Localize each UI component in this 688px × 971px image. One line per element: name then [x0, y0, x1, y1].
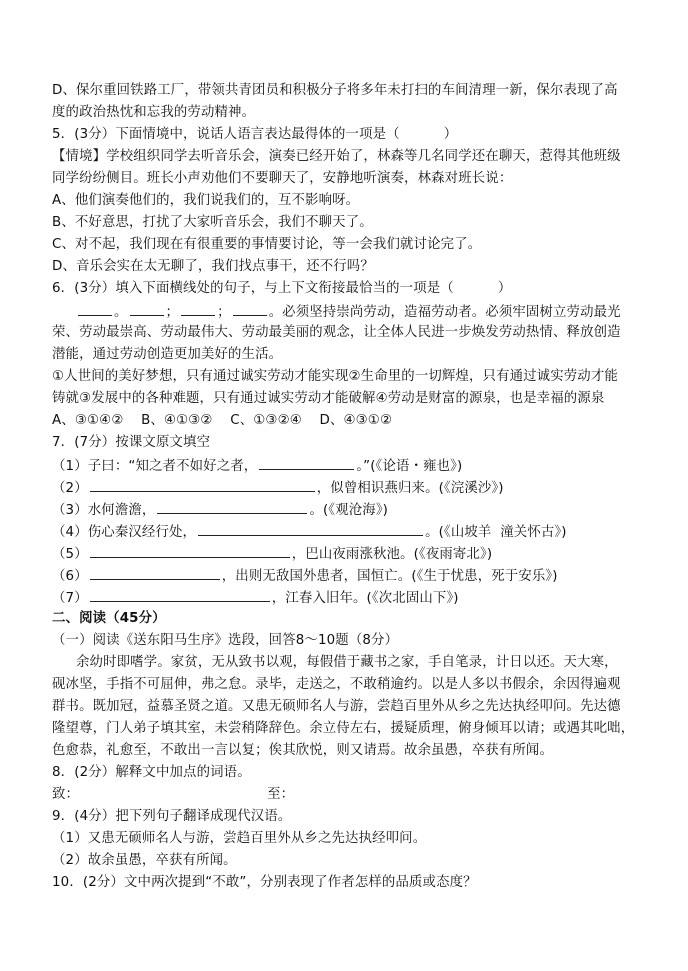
text: 【情境】学校组织同学去听音乐会，演奏已经开始了，林森等几名同学还在聊天，惹得其他班级: [52, 149, 621, 164]
passage-line4: [52, 718, 662, 740]
text: （一）阅读《送东阳马生序》选段，回答8～10题（8分）: [52, 633, 399, 648]
q6-sentences-line2: [52, 388, 662, 410]
q9-item-2: [52, 850, 662, 872]
text: ，巴山夜雨涨秋池。(《夜雨寄北》): [291, 547, 493, 562]
text: ，似曾相识燕归来。(《浣溪沙》): [316, 481, 504, 496]
text: 色愈恭，礼愈至，不敢出一言以复；俟其欣悦，则又请焉。故余虽愚，卒获有所闻。: [52, 743, 554, 758]
q6-passage-line1: [76, 300, 686, 324]
q7-item-6: [52, 564, 662, 588]
text: 9．(4分）把下列句子翻译成现代汉语。: [52, 809, 292, 824]
text: （6）: [52, 569, 88, 584]
text: （2）故余虽愚，卒获有所闻。: [52, 853, 237, 868]
passage-line2: [52, 674, 662, 696]
text: （7）: [52, 591, 88, 606]
text: 群书。既加冠，益慕圣贤之道。又患无硕师名人与游，尝趋百里外从乡之先达执经叩问。先达德: [52, 699, 621, 714]
text: B、不好意思，打扰了大家听音乐会，我们不聊天了。: [52, 215, 373, 230]
q6-sentences-line1: [52, 366, 662, 388]
q5-option-a: [52, 190, 662, 212]
text: 潜能，通过劳动创造更加美好的生活。: [52, 347, 283, 362]
text: 6．(3分）填入下面横线处的句子，与上下文衔接最恰当的一项是（: [52, 281, 454, 296]
fill-blank[interactable]: [181, 300, 215, 316]
text: （2）: [52, 481, 88, 496]
text: 。: [114, 305, 128, 320]
text: 隆望尊，门人弟子填其室，未尝稍降辞色。余立侍左右，援疑质理，俯身倾耳以请；或遇其叱咄，: [52, 721, 635, 736]
text: ）: [497, 281, 512, 296]
q5-option-d: [52, 256, 662, 278]
text: （3）水何澹澹，: [52, 503, 156, 518]
text: 余幼时即嗜学。家贫，无从致书以观，每假借于藏书之家，手自笔录，计日以还。天大寒，: [76, 655, 618, 670]
fill-blank[interactable]: [90, 476, 315, 492]
text: 荣、劳动最崇高、劳动最伟大、劳动最美丽的观念，让全体人民进一步焕发劳动热情、释放创造: [52, 325, 621, 340]
text: 度的政治热忱和忘我的劳动精神。: [52, 105, 256, 120]
q7-item-3: [52, 498, 662, 522]
text: （5）: [52, 547, 88, 562]
q7-item-4: [52, 520, 662, 544]
q7-item-1: [52, 454, 662, 478]
text: A、他们演奏他们的，我们说我们的，互不影响呀。: [52, 193, 360, 208]
section-heading-reading: [52, 608, 662, 630]
text: D、保尔重回铁路工厂，带领共青团员和积极分子将多年未打扫的车间清理一新，保尔表现了高: [52, 83, 618, 98]
text: ，出则无敌国外患者，国恒亡。(《生于忧患，死于安乐》): [221, 569, 558, 584]
q9-item-1: [52, 828, 662, 850]
text: ；: [165, 305, 180, 320]
q4-option-d-line2: [52, 102, 662, 124]
q7-item-2: [52, 476, 662, 500]
text: 。”(《论语・雍也》): [356, 459, 463, 474]
text: 10．(2分）文中两次提到“不敢”，分别表现了作者怎样的品质或态度？: [52, 875, 477, 890]
fill-blank[interactable]: [157, 498, 307, 514]
passage-line5: [52, 740, 662, 762]
text: 。必须坚持崇尚劳动，造福劳动者。必须牢固树立劳动最光: [268, 305, 621, 320]
text: 二、阅读（45分）: [52, 611, 166, 626]
text: 7．(7分）按课文原文填空: [52, 435, 211, 450]
text: 。(《山坡羊 潼关怀古》): [425, 525, 567, 540]
passage-line1: [76, 652, 686, 674]
text: ①人世间的美好梦想，只有通过诚实劳动才能实现②生命里的一切辉煌，只有通过诚实劳动才能: [52, 369, 618, 384]
q5-option-c: [52, 234, 662, 256]
text: 8．(2分）解释文中加点的词语。: [52, 765, 251, 780]
fill-blank[interactable]: [78, 300, 112, 316]
text: 5．(3分）下面情境中，说话人语言表达最得体的一项是（: [52, 127, 400, 142]
q6-passage-line3: [52, 344, 662, 366]
text: 致：: [52, 787, 80, 802]
fill-blank[interactable]: [259, 454, 354, 470]
q7-item-5: [52, 542, 662, 566]
text: 同学纷纷侧目。班长小声劝他们不要聊天了，安静地听演奏，林森对班长说：: [52, 171, 513, 186]
text: A、③①④② B、④①③② C、①③②④ D、④③①②: [52, 413, 393, 428]
text: ）: [443, 127, 458, 142]
question-10-stem: [52, 872, 662, 894]
fill-blank[interactable]: [90, 564, 220, 580]
q5-context-line1: [52, 146, 662, 168]
text: （4）伤心秦汉经行处，: [52, 525, 197, 540]
q6-passage-line2: [52, 322, 662, 344]
text: ，江春入旧年。(《次北固山下》): [271, 591, 459, 606]
q7-item-7: [52, 586, 662, 610]
question-8-stem: [52, 762, 662, 784]
reading-part-1-heading: [52, 630, 662, 652]
text: 。(《观沧海》): [309, 503, 389, 518]
q6-options: [52, 410, 662, 432]
text: 铸就③发展中的各种难题，只有通过诚实劳动才能破解④劳动是财富的源泉，也是幸福的源泉: [52, 391, 605, 406]
fill-blank[interactable]: [90, 586, 270, 602]
q4-option-d-line1: [52, 80, 662, 102]
fill-blank[interactable]: [198, 520, 423, 536]
q5-context-line2: [52, 168, 662, 190]
text: 砚冰坚，手指不可屈伸，弗之怠。录毕，走送之，不敢稍逾约。以是人多以书假余，余因得遍观: [52, 677, 621, 692]
passage-line3: [52, 696, 662, 718]
fill-blank[interactable]: [130, 300, 164, 316]
q5-option-b: [52, 212, 662, 234]
question-6-stem: [52, 278, 662, 300]
text: ；: [217, 305, 231, 320]
fill-blank[interactable]: [233, 300, 267, 316]
text: （1）子曰：“知之者不如好之者，: [52, 459, 258, 474]
text: 至：: [267, 787, 295, 802]
q8-answer-line: [52, 784, 662, 806]
text: D、音乐会实在太无聊了，我们找点事干，还不行吗？: [52, 259, 374, 274]
text: （1）又患无硕师名人与游，尝趋百里外从乡之先达执经叩问。: [52, 831, 427, 846]
question-7-stem: [52, 432, 662, 454]
question-5-stem: [52, 124, 662, 146]
fill-blank[interactable]: [90, 542, 290, 558]
text: C、对不起，我们现在有很重要的事情要讨论，等一会我们就讨论完了。: [52, 237, 482, 252]
question-9-stem: [52, 806, 662, 828]
